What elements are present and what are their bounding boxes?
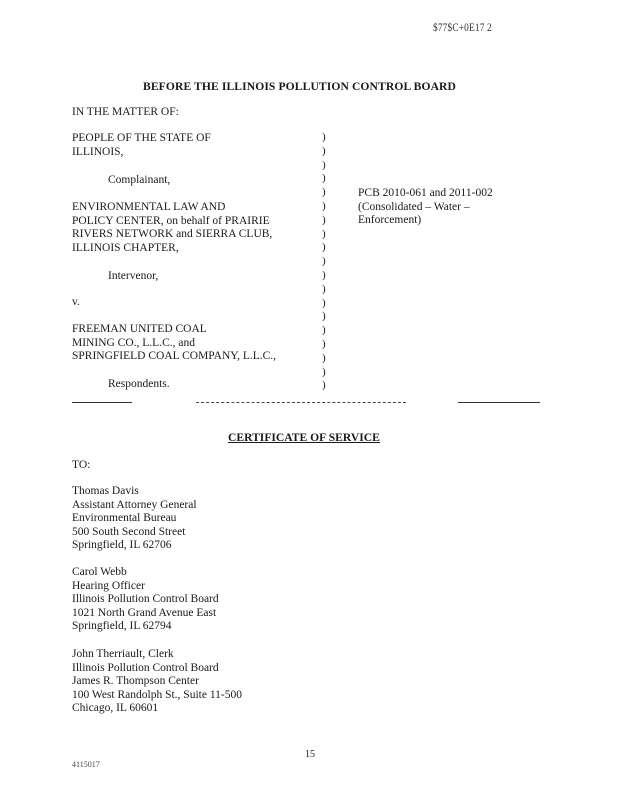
to-label: TO: (72, 459, 91, 471)
case-line: Enforcement) (358, 214, 422, 227)
recipient-line: 1021 North Grand Avenue East (72, 606, 217, 619)
paren: ) (322, 213, 326, 226)
paren: ) (322, 241, 326, 254)
recipient-line: Springfield, IL 62706 (72, 539, 172, 552)
recipient-line: Illinois Pollution Control Board (72, 661, 219, 674)
intervenor-line: RIVERS NETWORK and SIERRA CLUB, (72, 228, 273, 241)
paren: ) (322, 324, 326, 337)
case-line: (Consolidated – Water – (358, 200, 470, 213)
versus-label: v. (72, 296, 80, 308)
paren: ) (322, 351, 326, 364)
intervenor-line: POLICY CENTER, on behalf of PRAIRIE (72, 214, 270, 227)
recipient-address (72, 485, 197, 553)
recipient-line: Illinois Pollution Control Board (72, 593, 219, 606)
intervenor-name (72, 201, 272, 255)
paren: ) (322, 268, 326, 281)
paren: ) (322, 310, 326, 323)
recipient-line: Environmental Bureau (72, 512, 177, 525)
paren: ) (322, 255, 326, 268)
intervenor-role: Intervenor, (108, 270, 159, 282)
paren: ) (322, 199, 326, 212)
paren: ) (322, 131, 326, 143)
intervenor-line: ENVIRONMENTAL LAW AND (72, 201, 226, 213)
recipient-line: 500 South Second Street (72, 525, 186, 538)
respondent-line: FREEMAN UNITED COAL (72, 323, 207, 335)
recipient-address (72, 648, 242, 716)
respondent-line: MINING CO., L.L.C., and (72, 336, 195, 349)
complainant-line: ILLINOIS, (72, 145, 124, 158)
paren: ) (322, 337, 326, 350)
recipient-line: 100 West Randolph St., Suite 11-500 (72, 688, 242, 701)
caption-parenthesis-column (322, 131, 326, 393)
recipient-address (72, 566, 219, 634)
recipient-line: Hearing Officer (72, 579, 145, 592)
paren: ) (322, 144, 326, 157)
complainant-name (72, 132, 211, 159)
recipient-line: James R. Thompson Center (72, 675, 199, 688)
paren: ) (322, 172, 326, 185)
paren: ) (322, 365, 326, 378)
caption-rule-middle (196, 402, 406, 403)
paren: ) (322, 227, 326, 240)
page-number: 15 (305, 749, 315, 760)
caption-rule-left (72, 402, 132, 403)
caption-rule-right (458, 402, 540, 403)
in-the-matter-label: IN THE MATTER OF: (72, 106, 179, 118)
complainant-role: Complainant, (108, 174, 171, 186)
paren: ) (322, 158, 326, 171)
certificate-title: CERTIFICATE OF SERVICE (228, 431, 380, 444)
respondent-name (72, 323, 276, 364)
recipient-line: Chicago, IL 60601 (72, 702, 159, 715)
filing-stamp: $77$C+0E17 2 (433, 20, 492, 34)
paren: ) (322, 296, 326, 309)
paren: ) (322, 379, 326, 392)
paren: ) (322, 282, 326, 295)
respondent-line: SPRINGFIELD COAL COMPANY, L.L.C., (72, 350, 277, 363)
paren: ) (322, 186, 326, 199)
intervenor-line: ILLINOIS CHAPTER, (72, 241, 179, 254)
recipient-line: Springfield, IL 62794 (72, 620, 172, 633)
footer-code: 4115017 (72, 760, 100, 769)
document-heading: BEFORE THE ILLINOIS POLLUTION CONTROL BOARD (143, 80, 456, 93)
case-line: PCB 2010-061 and 2011-002 (358, 187, 493, 199)
case-number (358, 187, 493, 228)
respondent-role: Respondents. (108, 378, 170, 390)
recipient-line: Carol Webb (72, 566, 127, 578)
recipient-line: John Therriault, Clerk (72, 648, 174, 660)
complainant-line: PEOPLE OF THE STATE OF (72, 132, 211, 144)
recipient-line: Thomas Davis (72, 485, 139, 497)
recipient-line: Assistant Attorney General (72, 498, 197, 511)
